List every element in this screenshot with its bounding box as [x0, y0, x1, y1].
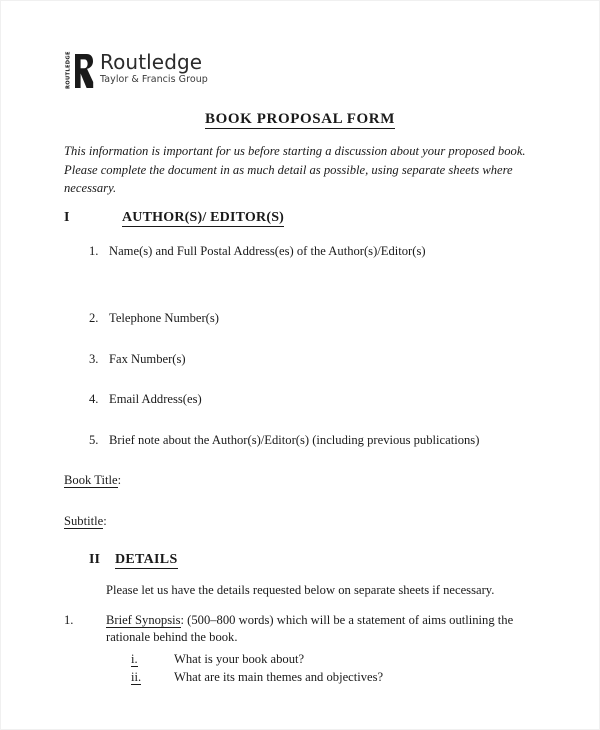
list-item-label: Fax Number(s) — [109, 352, 186, 366]
list-item-marker — [131, 669, 174, 687]
synopsis-lead-label: Brief Synopsis — [106, 613, 181, 627]
list-item-label: Brief note about the Author(s)/Editor(s) (including previous publications) — [109, 433, 480, 447]
list-item-label: What are its main themes and objectives? — [174, 669, 384, 684]
section-heading-details — [89, 552, 178, 569]
list-item — [89, 432, 529, 449]
routledge-logo — [64, 51, 208, 91]
list-item-label: What is your book about? — [174, 652, 305, 666]
field-subtitle — [64, 514, 107, 529]
section-heading-authors — [64, 210, 284, 227]
section-numeral: I — [64, 210, 70, 225]
list-item-marker: 4. — [89, 392, 99, 406]
routledge-r-mark-icon — [64, 51, 94, 91]
list-item — [131, 651, 521, 669]
field-book-title-colon: : — [117, 473, 122, 487]
list-item — [131, 669, 521, 687]
sub-list — [131, 651, 521, 686]
field-subtitle-colon: : — [103, 514, 107, 528]
field-book-title-label: Book Title — [64, 473, 118, 487]
list-item-label: Email Address(es) — [109, 392, 202, 406]
list-item-label: Name(s) and Full Postal Address(es) of the Author(s)/Editor(s) — [109, 244, 426, 258]
list-item-label: Telephone Number(s) — [109, 311, 219, 325]
list-item — [89, 243, 529, 260]
list-item-marker-text: ii. — [131, 669, 142, 684]
list-item-marker: 1. — [64, 613, 74, 627]
synopsis-body-text: : (500–800 words) which will be a statement of aims outlining the rationale behind the book. — [106, 613, 514, 644]
list-item-marker: 1. — [89, 244, 99, 258]
list-item — [64, 612, 529, 646]
list-item-marker: 5. — [89, 433, 99, 447]
list-item-label — [106, 612, 529, 646]
page-title — [1, 111, 599, 128]
field-subtitle-label: Subtitle — [64, 514, 104, 528]
section-label: DETAILS — [115, 552, 178, 567]
list-item-marker: 2. — [89, 311, 99, 325]
intro-paragraph: This information is important for us before starting a discussion about your proposed book. Please complete the document in as much detail as possible, using separate sheets where necessary. — [64, 144, 526, 195]
list-item — [89, 391, 529, 408]
field-book-title — [64, 473, 121, 488]
list-item-marker — [131, 651, 174, 669]
list-item-marker-text: i. — [131, 652, 138, 666]
list-item-marker: 3. — [89, 352, 99, 366]
page-title-text: BOOK PROPOSAL FORM — [205, 111, 395, 127]
list-item — [89, 351, 529, 368]
section-label: AUTHOR(S)/ EDITOR(S) — [122, 210, 285, 225]
logo-name: Routledge — [100, 50, 203, 74]
logo-wordmark — [100, 51, 208, 86]
list-item — [89, 310, 529, 327]
details-note: Please let us have the details requested below on separate sheets if necessary. — [106, 583, 495, 597]
svg-text:ROUTLEDGE: ROUTLEDGE — [65, 51, 72, 89]
section-numeral: II — [89, 552, 100, 567]
logo-tagline: Taylor & Francis Group — [100, 74, 208, 85]
